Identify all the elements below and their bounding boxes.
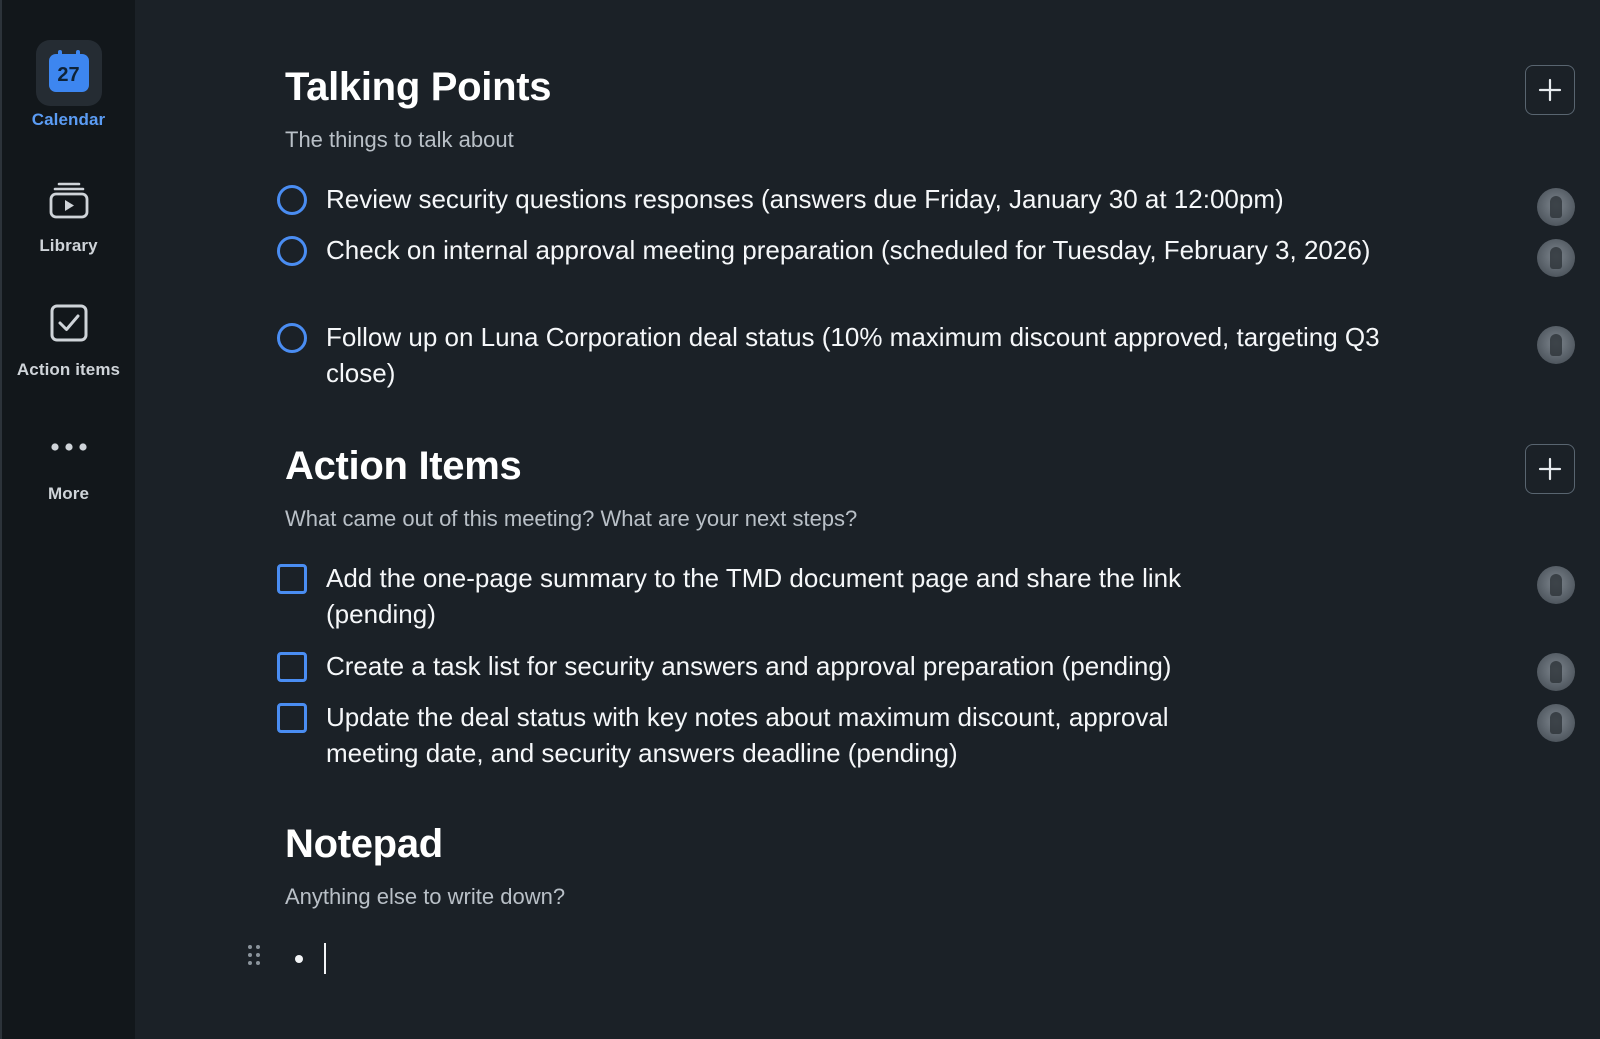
add-talking-point-button[interactable]: [1525, 65, 1575, 115]
main-content: [135, 0, 1600, 1039]
talking-point-text[interactable]: Check on internal approval meeting preparation (scheduled for Tuesday, February 3, 2026): [326, 235, 1371, 265]
action-item: [277, 703, 1427, 771]
action-item: [277, 652, 1427, 684]
action-item-checkbox[interactable]: [277, 652, 307, 682]
checkbox-icon: [48, 302, 90, 344]
avatar[interactable]: [1537, 566, 1575, 604]
action-item: [277, 564, 1427, 632]
action-items-section: [285, 444, 1575, 784]
sidebar-item-calendar[interactable]: [2, 40, 135, 130]
talking-point-item: [277, 236, 1427, 268]
talking-point-text[interactable]: Follow up on Luna Corporation deal status (10% maximum discount approved, targeting Q3 close): [326, 322, 1380, 388]
sidebar-item-library[interactable]: [2, 166, 135, 256]
talking-points-section: [285, 65, 1575, 405]
talking-point-radio[interactable]: [277, 185, 307, 215]
avatar[interactable]: [1537, 326, 1575, 364]
talking-point-text[interactable]: Review security questions responses (answers due Friday, January 30 at 12:00pm): [326, 184, 1284, 214]
talking-point-item: [277, 185, 1427, 217]
sidebar-item-label: More: [47, 484, 90, 503]
talking-point-radio[interactable]: [277, 323, 307, 353]
section-subtitle: The things to talk about: [285, 127, 514, 152]
drag-handle-icon[interactable]: [247, 944, 261, 966]
plus-icon: [1538, 457, 1562, 481]
sidebar-item-label: Library: [39, 236, 98, 255]
avatar[interactable]: [1537, 188, 1575, 226]
avatar[interactable]: [1537, 704, 1575, 742]
talking-point-item: [277, 323, 1427, 391]
section-title: Notepad: [285, 822, 443, 866]
more-icon-wrap: [36, 414, 102, 480]
avatar[interactable]: [1537, 653, 1575, 691]
action-item-checkbox[interactable]: [277, 564, 307, 594]
section-title: Action Items: [285, 444, 522, 488]
library-icon: [47, 177, 91, 221]
section-subtitle: Anything else to write down?: [285, 884, 566, 909]
sidebar: [0, 0, 135, 1039]
library-icon-wrap: [36, 166, 102, 232]
section-subtitle: What came out of this meeting? What are your next steps?: [285, 506, 858, 531]
sidebar-item-label: Action items: [16, 360, 121, 379]
talking-point-radio[interactable]: [277, 236, 307, 266]
action-item-text[interactable]: Create a task list for security answers and approval preparation (pending): [326, 651, 1172, 681]
more-dots-icon: [49, 441, 89, 453]
plus-icon: [1538, 78, 1562, 102]
add-action-item-button[interactable]: [1525, 444, 1575, 494]
notepad-section: [285, 822, 1575, 932]
sidebar-item-action-items[interactable]: [2, 290, 135, 380]
action-item-text[interactable]: Add the one-page summary to the TMD document page and share the link (pending): [326, 563, 1182, 629]
sidebar-item-label: Calendar: [31, 110, 106, 129]
section-title: Talking Points: [285, 65, 552, 109]
avatar[interactable]: [1537, 239, 1575, 277]
calendar-icon: [49, 54, 89, 92]
action-item-text[interactable]: Update the deal status with key notes about maximum discount, approval meeting date, and security answers deadline (pending): [326, 702, 1169, 768]
notepad-bullet: [295, 955, 303, 963]
text-cursor[interactable]: [324, 943, 326, 974]
action-item-checkbox[interactable]: [277, 703, 307, 733]
sidebar-item-more[interactable]: [2, 414, 135, 504]
calendar-date: 27: [57, 63, 80, 86]
calendar-icon-wrap: [36, 40, 102, 106]
checkbox-icon-wrap: [36, 290, 102, 356]
